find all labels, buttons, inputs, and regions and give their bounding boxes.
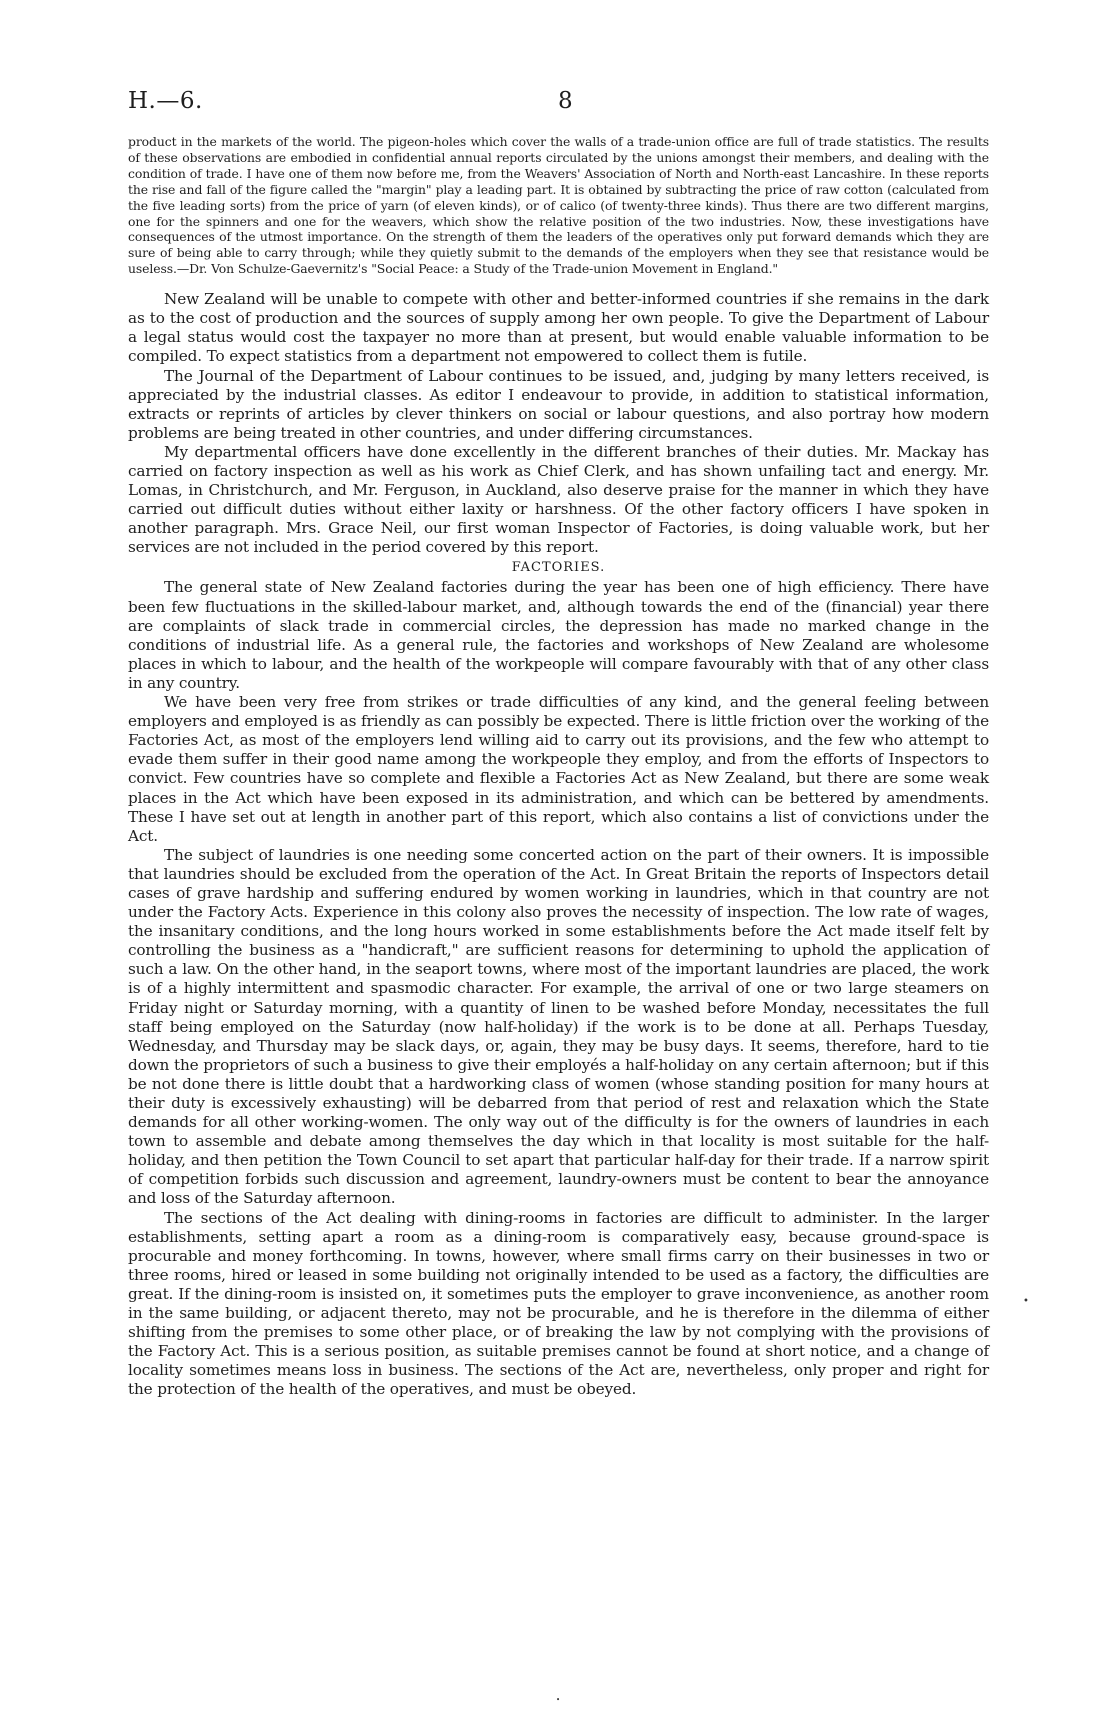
body-paragraph: The subject of laundries is one needing some concerted action on the part of their owners. It is impossible that laundries should be excluded from the operation of the Act. In Great Britain the reports of Inspectors detail cases of grave hardship and suffering endured by women working in laundries, which in that country are not under the Factory Acts. Experience in this colony also proves the necessity of inspection. The low rate of wages, the insanitary conditions, and the long hours worked in some establishments before the Act made itself felt by controlling the business as a "handicraft," are sufficient reasons for determining to uphold the application of such a law. On the other hand, in the seaport towns, where most of the important laundries are placed, the work is of a highly intermittent and spasmodic character. For example, the arrival of one or two large steamers on Friday night or Saturday morning, with a quantity of linen to be washed before Monday, necessitates the full staff being employed on the Saturday (now half-holiday) if the work is to be done at all. Perhaps Tuesday, Wednesday, and Thursday may be slack days, or, again, they may be busy days. It seems, therefore, hard to tie down the proprietors of such a business to give their employés a half-holiday on any certain afternoon; but if this be not done there is little doubt that a hardworking class of women (whose standing position for many hours at their duty is excessively exhausting) will be debarred from that period of rest and relaxation which the State demands for all other working-women. The only way out of the difficulty is for the owners of laundries in each town to assemble and debate among themselves the day which in that locality is most suitable for the half-holiday, and then petition the Town Council to set apart that particular half-day for their trade. If a narrow spirit of competition forbids such discussion and agreement, laundry-owners must be content to bear the annoyance and loss of the Saturday afternoon. — [128, 845, 989, 1208]
margin-dot: • — [1023, 1296, 1029, 1307]
body-paragraph: We have been very free from strikes or trade difficulties of any kind, and the general feeling between employers and employed is as friendly as can possibly be expected. There is little friction over the working of the Factories Act, as most of the employers lend willing aid to carry out its provisions, and the few who attempt to evade them suffer in their good name among the workpeople they employ, and from the efforts of Inspectors to convict. Few countries have so complete and flexible a Factories Act as New Zealand, but there are some weak places in the Act which have been exposed in its administration, and which can be bettered by amendments. These I have set out at length in another part of this report, which also contains a list of convictions under the Act. — [128, 693, 989, 845]
page-header — [128, 88, 990, 122]
body-paragraph: My departmental officers have done excellently in the different branches of their duties. Mr. Mackay has carried on factory inspection as well as his work as Chief Clerk, and has shown unfailing tact and energy. Mr. Lomas, in Christchurch, and Mr. Ferguson, in Auckland, also deserve praise for the manner in which they have carried out difficult duties without either laxity or harshness. Of the other factory officers I have spoken in another paragraph. Mrs. Grace Neil, our first woman Inspector of Factories, is doing valuable work, but her services are not included in the period covered by this report. — [128, 442, 989, 557]
page-body — [128, 134, 989, 1400]
page-number: 8 — [558, 88, 573, 114]
body-paragraph: The general state of New Zealand factories during the year has been one of high efficiency. There have been few fluctuations in the skilled-labour market, and, although towards the end of the (financial) year there are complaints of slack trade in commercial circles, the depression has made no marked change in the conditions of industrial life. As a general rule, the factories and workshops of New Zealand are wholesome places in which to labour, and the health of the workpeople will compare favourably with that of any other class in any country. — [128, 578, 989, 692]
body-paragraph: The sections of the Act dealing with dining-rooms in factories are difficult to administer. In the larger establishments, setting apart a room as a dining-room is comparatively easy, because ground-space is procurable and money forthcoming. In towns, however, where small firms carry on their businesses in two or three rooms, hired or leased in some building not originally intended to be used as a factory, the difficulties are great. If the dining-room is insisted on, it sometimes puts the employer to grave inconvenience, as another room in the same building, or adjacent thereto, may not be procurable, and he is therefore in the dilemma of either shifting from the premises to some other place, or of breaking the law by not complying with the provisions of the Factory Act. This is a serious position, as suitable premises cannot be found at short notice, and a change of locality sometimes means loss in business. The sections of the Act are, nevertheless, only proper and right for the protection of the health of the operatives, and must be obeyed. — [128, 1208, 989, 1399]
bottom-dot: • — [556, 1696, 561, 1704]
body-paragraph: The Journal of the Department of Labour continues to be issued, and, judging by many letters received, is appreciated by the industrial classes. As editor I endeavour to provide, in addition to statistical information, extracts or reprints of articles by clever thinkers on social or labour questions, and also portray how modern problems are being treated in other countries, and under differing circumstances. — [128, 366, 989, 442]
body-paragraph: New Zealand will be unable to compete with other and better-informed countries if she remains in the dark as to the cost of production and the sources of supply among her own people. To give the Department of Labour a legal status would cost the taxpayer no more than at present, but would enable valuable information to be compiled. To expect statistics from a department not empowered to collect them is futile. — [128, 290, 989, 366]
section-heading: FACTORIES. — [511, 560, 606, 576]
document-reference: H.—6. — [128, 88, 203, 114]
quoted-passage: product in the markets of the world. The pigeon-holes which cover the walls of a trade-union office are full of trade statistics. The results of these observations are embodied in confidential annual reports circulated by the unions amongst their members, and dealing with the condition of trade. I have one of them now before me, from the Weavers' Association of North and North-east Lancashire. In these reports the rise and fall of the figure called the "margin" play a leading part. It is obtained by subtracting the price of raw cotton (calculated from the five leading sorts) from the price of yarn (of eleven kinds), or of calico (of twenty-three kinds). Thus there are two different margins, one for the spinners and one for the weavers, which show the relative position of the two industries. Now, these investigations have consequences of the utmost importance. On the strength of them the leaders of the operatives only put forward demands which they are sure of being able to carry through; while they quietly submit to the demands of the employers when they see that resistance would be useless.—Dr. Von Schulze-Gaevernitz's "Social Peace: a Study of the Trade-union Movement in England." — [128, 134, 989, 277]
